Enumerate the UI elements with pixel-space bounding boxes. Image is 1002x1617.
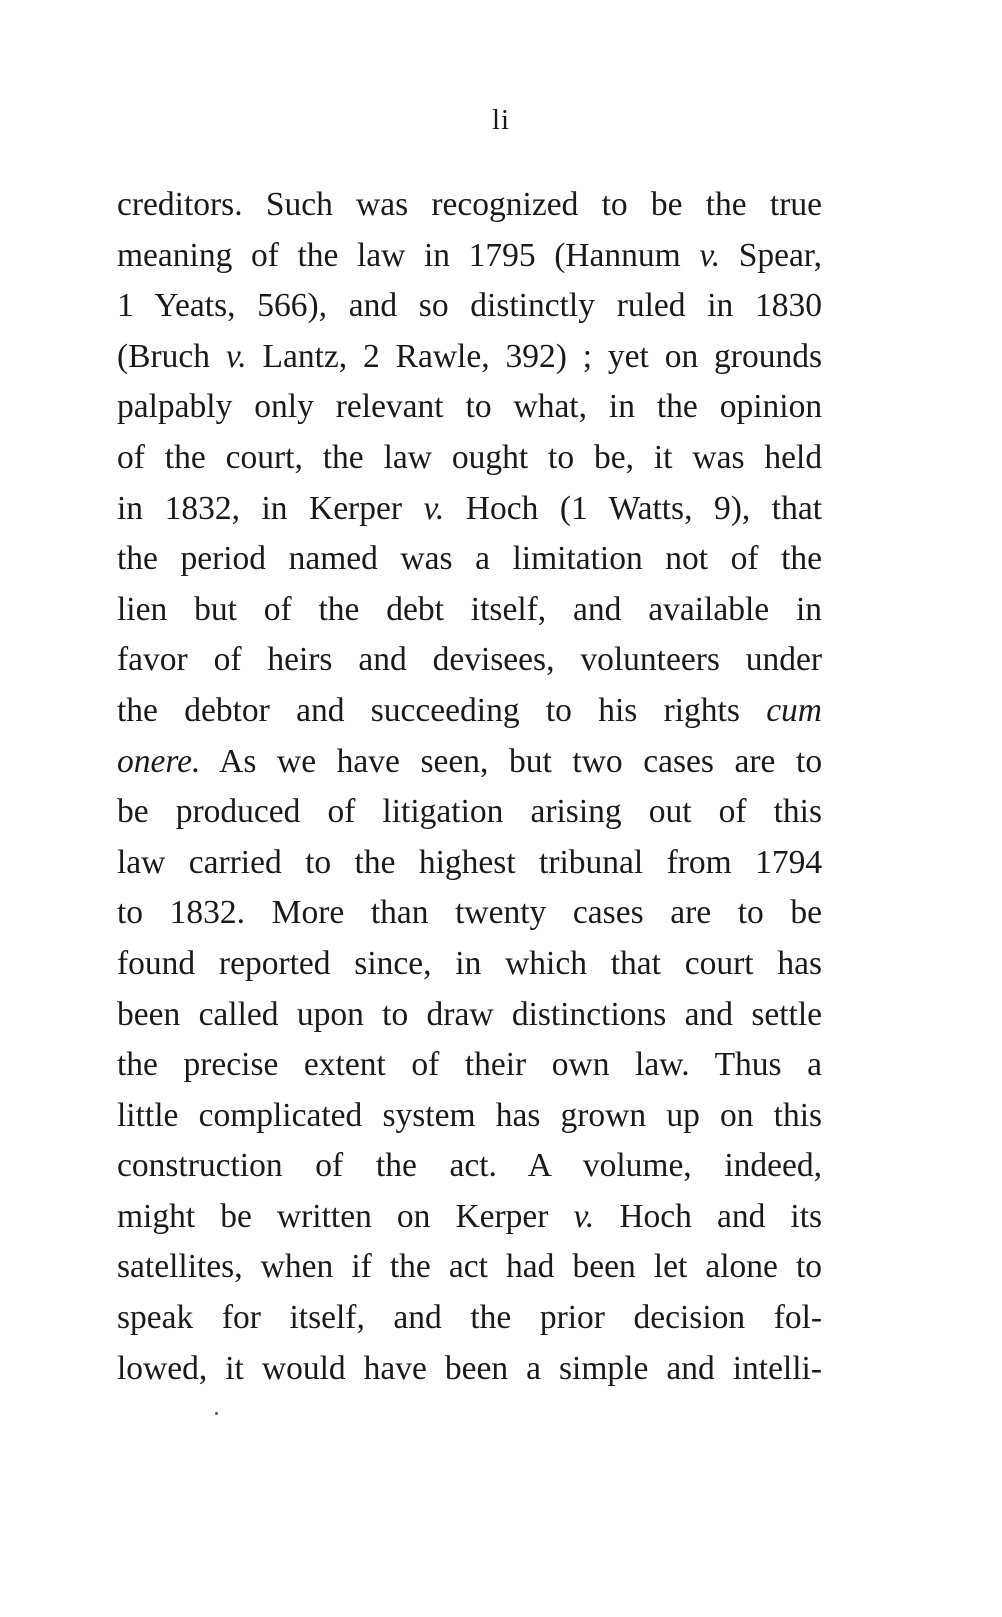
body-text <box>117 180 822 1394</box>
text-line: 1 Yeats, 566), and so distinctly ruled in 1830 <box>117 287 822 325</box>
text-line: to 1832. More than twenty cases are to be <box>117 894 823 932</box>
text-line: be produced of litigation arising out of this <box>117 793 823 831</box>
text-line: law carried to the highest tribunal from 1794 <box>117 843 823 881</box>
text-line: speak for itself, and the prior decision fol- <box>117 1299 823 1337</box>
text-line: satellites, when if the act had been let alone to <box>117 1248 823 1286</box>
text-line: been called upon to draw distinctions and settle <box>117 995 823 1033</box>
print-speck <box>215 1412 218 1415</box>
text-line: favor of heirs and devisees, volunteers under <box>117 641 823 679</box>
text-line: the debtor and succeeding to his rights cum <box>117 691 822 729</box>
text-line: creditors. Such was recognized to be the true <box>117 186 822 223</box>
text-line: meaning of the law in 1795 (Hannum v. Spear, <box>117 236 822 274</box>
text-line: might be written on Kerper v. Hoch and its <box>117 1197 823 1235</box>
text-line: of the court, the law ought to be, it was held <box>117 438 823 476</box>
text-line: in 1832, in Kerper v. Hoch (1 Watts, 9), that <box>117 489 822 527</box>
text-line: palpably only relevant to what, in the opinion <box>117 388 823 426</box>
text-line: little complicated system has grown up on this <box>117 1096 823 1134</box>
page-number: li <box>491 104 511 136</box>
text-line: onere. As we have seen, but two cases are to <box>117 742 823 780</box>
text-line: the period named was a limitation not of the <box>117 540 822 578</box>
text-line: the precise extent of their own law. Thus a <box>117 1046 823 1084</box>
text-line: lowed, it would have been a simple and intelli- <box>117 1349 823 1387</box>
text-line: lien but of the debt itself, and available in <box>117 590 823 628</box>
text-line: found reported since, in which that court has <box>117 944 823 982</box>
text-line: construction of the act. A volume, indeed, <box>117 1147 823 1185</box>
text-line: (Bruch v. Lantz, 2 Rawle, 392) ; yet on grounds <box>117 337 822 375</box>
